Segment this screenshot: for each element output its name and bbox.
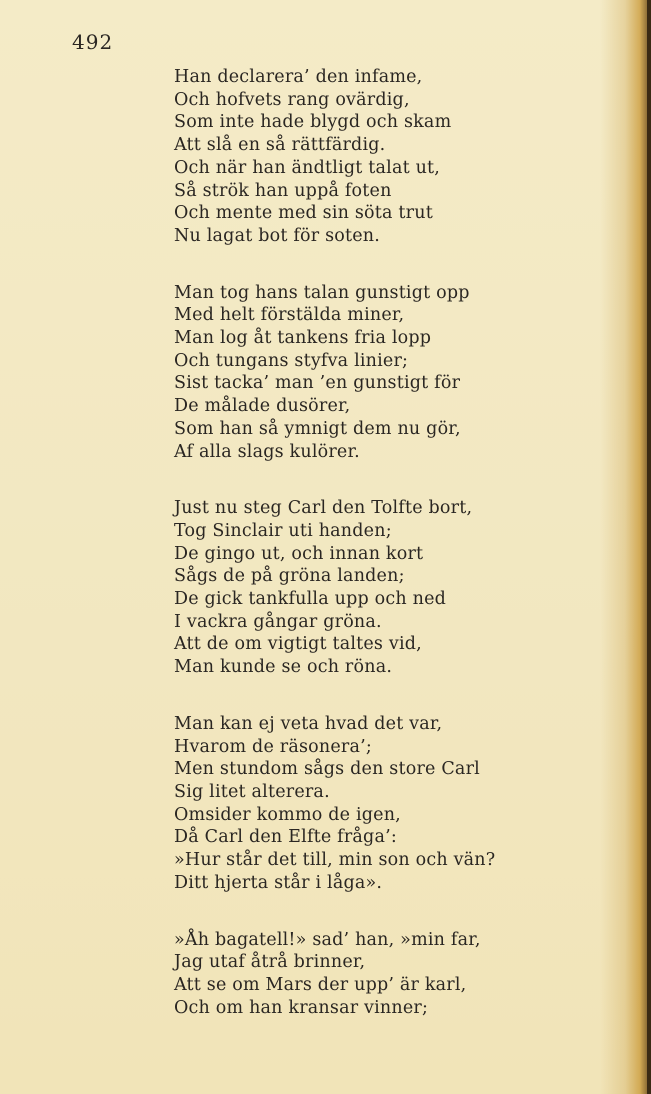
poem-line: Och om han kransar vinner;	[174, 997, 429, 1018]
page-number: 492	[72, 30, 114, 54]
poem-line: I vackra gångar gröna.	[174, 611, 382, 632]
poem-line: Sig litet alterera.	[174, 781, 330, 802]
stanza	[174, 66, 594, 248]
stanza	[174, 929, 594, 1020]
poem-line: Man log åt tankens fria lopp	[174, 328, 432, 349]
poem-line: Då Carl den Elfte fråga’:	[174, 827, 397, 848]
poem-line: Af alla slags kulörer.	[174, 441, 360, 462]
poem-line: Jag utaf åtrå brinner,	[174, 952, 366, 973]
poem-line: Man kan ej veta hvad det var,	[174, 713, 443, 734]
poem-line: Men stundom sågs den store Carl	[174, 759, 480, 780]
poem-line: Man tog hans talan gunstigt opp	[174, 282, 470, 303]
poem-line: Sågs de på gröna landen;	[174, 566, 405, 587]
poem-line: Sist tacka’ man ’en gunstigt för	[174, 373, 461, 394]
poem-line: Hvarom de räsonera’;	[174, 736, 372, 757]
poem-line: »Hur står det till, min son och vän?	[174, 850, 496, 871]
poem-line: Och när han ändtligt talat ut,	[174, 157, 441, 178]
poem-line: De gingo ut, och innan kort	[174, 543, 424, 564]
stanza	[174, 713, 594, 895]
poem-line: »Åh bagatell!» sad’ han, »min far,	[174, 929, 481, 950]
poem	[174, 66, 594, 1053]
poem-line: Just nu steg Carl den Tolfte bort,	[174, 498, 473, 519]
stanza	[174, 497, 594, 679]
poem-line: Och mente med sin söta trut	[174, 203, 433, 224]
poem-line: De målade dusörer,	[174, 396, 351, 417]
poem-line: Han declarera’ den infame,	[174, 67, 423, 87]
poem-line: Ditt hjerta står i låga».	[174, 872, 383, 893]
poem-line: Och tungans styfva linier;	[174, 350, 409, 371]
poem-line: Att slå en så rättfärdig.	[174, 135, 386, 156]
poem-line: Att se om Mars der upp’ är karl,	[174, 974, 467, 995]
poem-line: Tog Sinclair uti handen;	[174, 520, 392, 541]
poem-line: Att de om vigtigt taltes vid,	[174, 634, 422, 655]
poem-line: Man kunde se och röna.	[174, 657, 393, 678]
page-edge	[647, 0, 651, 1094]
poem-line: Omsider kommo de igen,	[174, 804, 401, 825]
poem-line: Som inte hade blygd och skam	[174, 112, 452, 133]
poem-line: Så strök han uppå foten	[174, 180, 392, 201]
poem-line: Med helt förstälda miner,	[174, 305, 405, 326]
poem-line: De gick tankfulla upp och ned	[174, 589, 447, 610]
poem-line: Som han så ymnigt dem nu gör,	[174, 418, 461, 439]
poem-line: Nu lagat bot för soten.	[174, 225, 381, 246]
stanza	[174, 282, 594, 464]
poem-line: Och hofvets rang ovärdig,	[174, 89, 410, 110]
